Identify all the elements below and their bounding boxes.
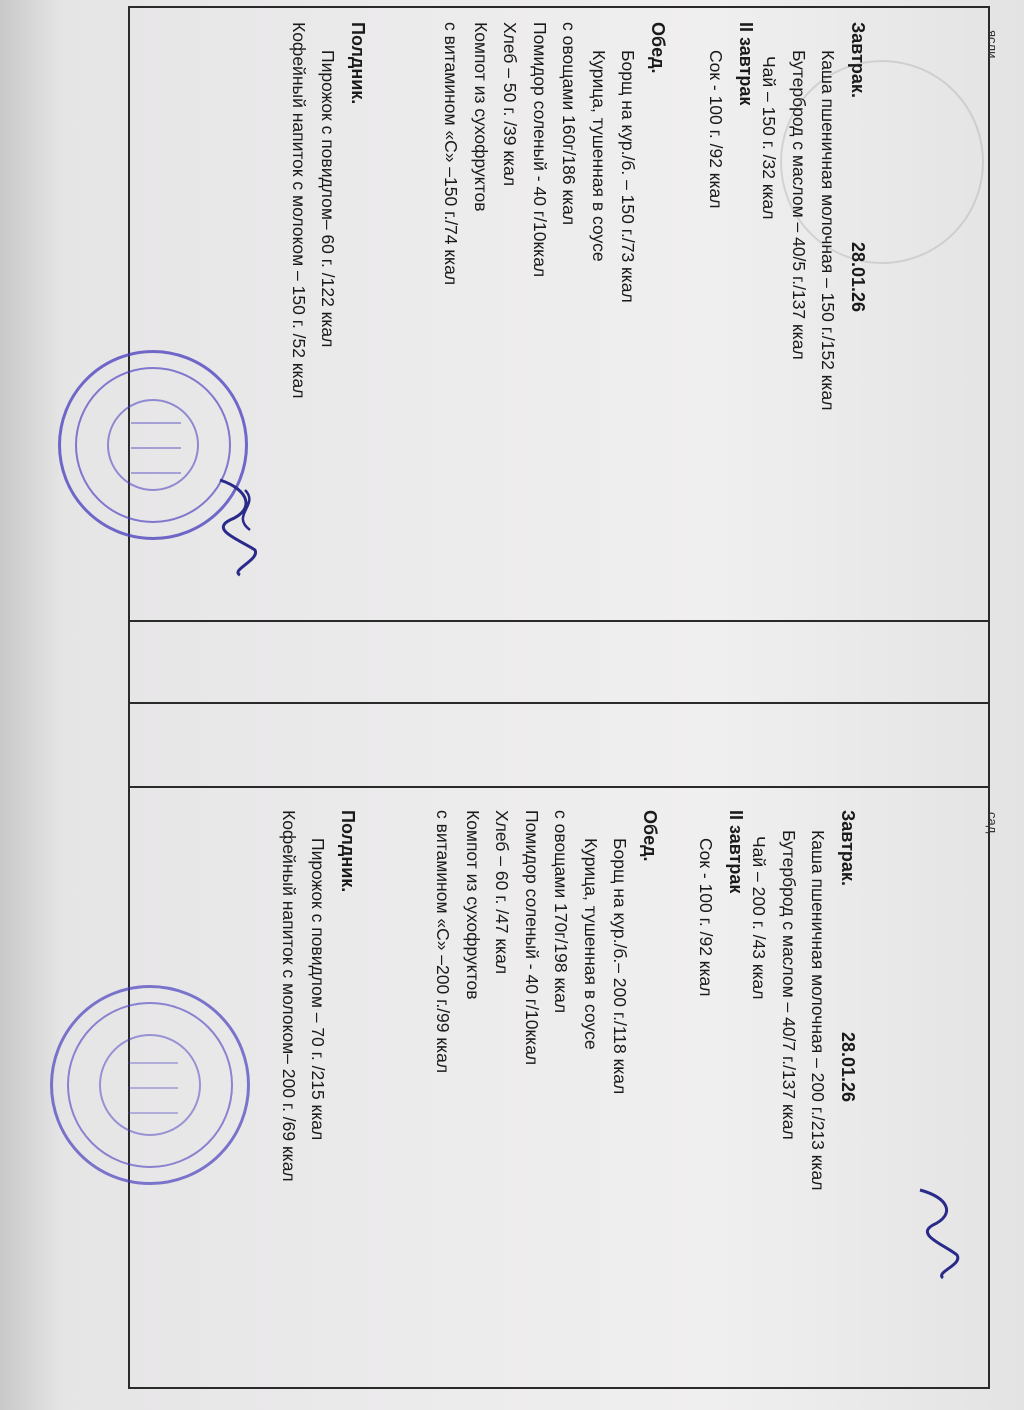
table-divider-mid-3 bbox=[128, 786, 990, 788]
kindergarten-lunch-header: Обед. bbox=[640, 810, 660, 862]
nursery-lunch-header: Обед. bbox=[648, 22, 668, 74]
kindergarten-lunch-item: Помидор соленый - 40 г/10ккал bbox=[522, 810, 542, 1066]
nursery-lunch-item: с овощами 160г/186 ккал bbox=[559, 22, 580, 226]
kindergarten-breakfast-item: Каша пшеничная молочная – 200 г./213 ккал bbox=[808, 830, 829, 1191]
nursery-breakfast-item: Каша пшеничная молочная – 150 г./152 ккал bbox=[818, 50, 839, 411]
nursery-lunch-item: Компот из сухофруктов bbox=[471, 22, 491, 212]
kindergarten-lunch-item: Компот из сухофруктов bbox=[463, 810, 483, 1000]
corner-label-kindergarten: сад bbox=[985, 812, 1000, 834]
signature-bottom bbox=[905, 1180, 985, 1280]
nursery-lunch bbox=[436, 22, 672, 303]
nursery-second-breakfast bbox=[701, 22, 760, 208]
nursery-breakfast-item: Чай – 150 г. /32 ккал bbox=[759, 56, 780, 220]
kindergarten-second-breakfast-header: II завтрак bbox=[726, 810, 746, 894]
stamp-graphic bbox=[53, 988, 253, 1188]
nursery-lunch-item: Курица, тушенная в соусе bbox=[589, 50, 609, 262]
nursery-second-breakfast-header: II завтрак bbox=[736, 22, 756, 106]
nursery-snack-item: Кофейный напиток с молоком – 150 г. /52 ккал bbox=[289, 22, 309, 399]
nursery-second-breakfast-item: Сок - 100 г. /92 ккал bbox=[706, 50, 727, 209]
table-divider-mid-2 bbox=[128, 702, 990, 704]
kindergarten-breakfast-header: Завтрак. bbox=[838, 810, 858, 886]
nursery-breakfast-header: Завтрак. bbox=[848, 22, 868, 98]
signature-top bbox=[200, 470, 280, 580]
nursery-lunch-item: Хлеб – 50 г. /39 ккал bbox=[500, 22, 521, 187]
nursery-snack bbox=[284, 22, 373, 399]
kindergarten-breakfast-item: Чай – 200 г. /43 ккал bbox=[749, 836, 770, 1000]
official-stamp-bottom bbox=[50, 985, 250, 1185]
kindergarten-second-breakfast bbox=[691, 810, 750, 996]
kindergarten-snack-item: Пирожок с повидлом – 70 г. /215 ккал bbox=[308, 838, 329, 1141]
nursery-breakfast bbox=[754, 22, 872, 410]
kindergarten-snack-header: Полдник. bbox=[338, 810, 358, 893]
kindergarten-lunch-item: с овощами 170г/198 ккал bbox=[551, 810, 572, 1014]
kindergarten-breakfast bbox=[744, 810, 862, 1190]
nursery-snack-header: Полдник. bbox=[348, 22, 368, 105]
kindergarten-menu bbox=[262, 810, 862, 1400]
nursery-menu bbox=[272, 22, 872, 612]
nursery-lunch-item: Помидор соленый - 40 г/10ккал bbox=[530, 22, 550, 278]
kindergarten-date: 28.01.26 bbox=[838, 1032, 858, 1103]
kindergarten-lunch bbox=[428, 810, 664, 1094]
nursery-lunch-item: Борщ на кур./б. – 150 г./73 ккал bbox=[618, 50, 639, 303]
nursery-breakfast-item: Бутерброд с маслом – 40/5 г./137 ккал bbox=[789, 50, 809, 360]
kindergarten-lunch-item: Курица, тушенная в соусе bbox=[581, 838, 601, 1050]
kindergarten-breakfast-item: Бутерброд с маслом – 40/7 г./137 ккал bbox=[779, 830, 799, 1140]
kindergarten-snack bbox=[274, 810, 363, 1182]
table-divider-mid-top bbox=[128, 620, 990, 622]
kindergarten-lunch-item: с витамином «С» –200 г./99 ккал bbox=[433, 810, 454, 1074]
nursery-lunch-item: с витамином «С» –150 г./74 ккал bbox=[441, 22, 462, 286]
kindergarten-second-breakfast-item: Сок - 100 г. /92 ккал bbox=[696, 838, 717, 997]
kindergarten-lunch-item: Борщ на кур./б.– 200 г./118 ккал bbox=[610, 838, 631, 1095]
kindergarten-snack-item: Кофейный напиток с молоком– 200 г. /69 ккал bbox=[279, 810, 299, 1182]
kindergarten-lunch-item: Хлеб – 60 г. /47 ккал bbox=[492, 810, 513, 975]
nursery-date: 28.01.26 bbox=[848, 242, 868, 313]
corner-label-nursery: ясли bbox=[985, 30, 1000, 59]
nursery-snack-item: Пирожок с повидлом– 60 г. /122 ккал bbox=[318, 50, 339, 348]
